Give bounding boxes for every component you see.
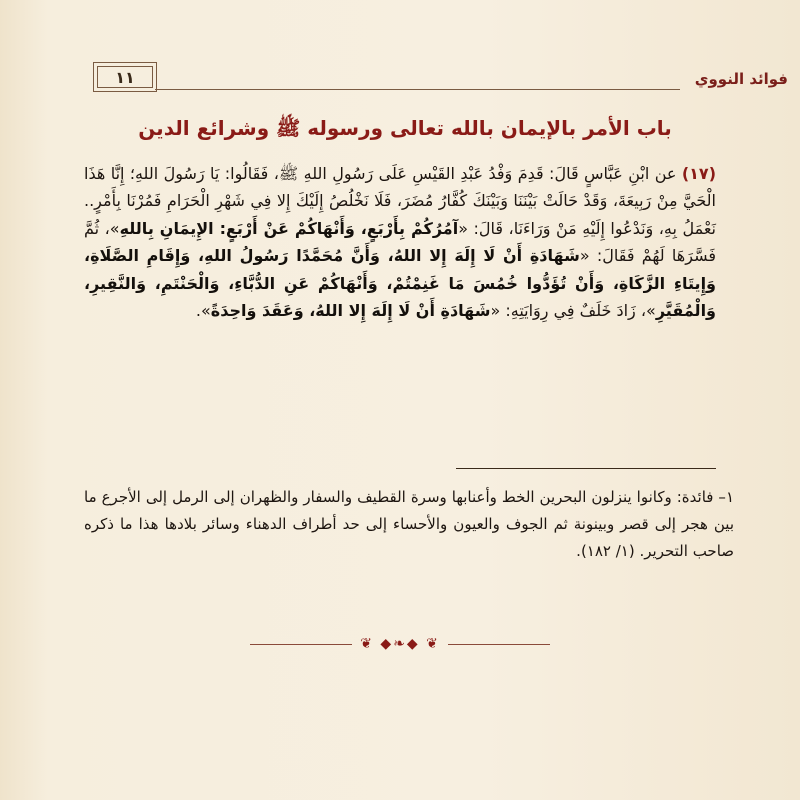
chapter-title: باب الأمر بالإيمان بالله تعالى ورسوله ﷺ وشرائع الدين: [138, 116, 672, 140]
hadith-number: (١٧): [681, 164, 716, 183]
hadith-part-1: عن ابْنِ عَبَّاسٍ قَالَ: قَدِمَ وَفْدُ عَبْدِ القَيْسِ عَلَى رَسُولِ اللهِ ﷺ، فَقَالُوا: يَا رَسُولَ اللهِ؛ إِنَّا هَذَا الْحَيَّ مِنْ رَبِيعَةَ، وَقَدْ حَالَتْ بَيْنَنَا وَبَيْنَكَ كُفَّارُ مُضَرَ، فَلَا نَخْلُصُ إِلَيْكَ إِلا فِي شَهْرِ الْحَرَامِ فَمُرْنَا بِأَمْرٍ.. نَعْمَلُ بِهِ، وَنَدْعُوا إِلَيْهِ مَنْ وَرَاءَنَا، قَالَ: «: [84, 164, 717, 238]
hadith-quote-2: شَهَادَةِ أَنْ لَا إِلَهَ إِلا اللهُ، وَأَنَّ مُحَمَّدًا رَسُولُ اللهِ، وَإِقَامِ الصَّلَاةِ، وَإِيتَاءِ الزَّكَاةِ، وَأَنْ تُؤَدُّوا خُمُسَ مَا غَنِمْتُمْ، وَأَنْهَاكُمْ عَنِ الدُّبَّاءِ، وَالْحَنْتَمِ، وَالنَّقِيرِ، وَالْمُقَيَّرِ: [84, 246, 716, 321]
header-rule: [155, 89, 680, 90]
ornament-line-right: [448, 644, 550, 645]
ornament-glyph: ❦ ◆❧◆ ❦: [360, 636, 440, 652]
ornament-divider: [250, 632, 550, 656]
footnote-separator: [456, 468, 716, 469]
hadith-part-3: »، زَادَ خَلَفٌ فِي رِوَايَتِهِ: «: [490, 301, 656, 321]
hadith-text: [84, 160, 716, 324]
hadith-part-4: ».: [195, 301, 211, 321]
running-title: فوائد النووي: [694, 70, 788, 88]
page-number-frame: [93, 62, 157, 92]
hadith-part-2: »، ثُمَّ فَسَّرَهَا لَهُمْ فَقَالَ: «: [84, 218, 716, 266]
hadith-quote-3: شَهَادَةِ أَنْ لَا إِلَهَ إِلا اللهُ، وَعَقَدَ وَاحِدَةً: [210, 301, 491, 321]
footnote: ١– فائدة: وكانوا ينزلون البحرين الخط وأعنابها وسرة القطيف والسفار والظهران إلى الرمل إلى الأجرع ما بين هجر إلى قصر وبينونة ثم الجوف والعيون والأحساء إلى حد أطراف الدهناء وسائر بلادها هذا ما ذكره صاحب التحرير. (١/ ١٨٢).: [84, 488, 734, 560]
ornament-line-left: [250, 644, 352, 645]
hadith-quote-1: آمُرُكُمْ بِأَرْبَعٍ، وَأَنْهَاكُمْ عَنْ أَرْبَعٍ: الإِيمَانِ بِاللهِ: [119, 218, 459, 238]
page-number: ١١: [115, 67, 135, 87]
